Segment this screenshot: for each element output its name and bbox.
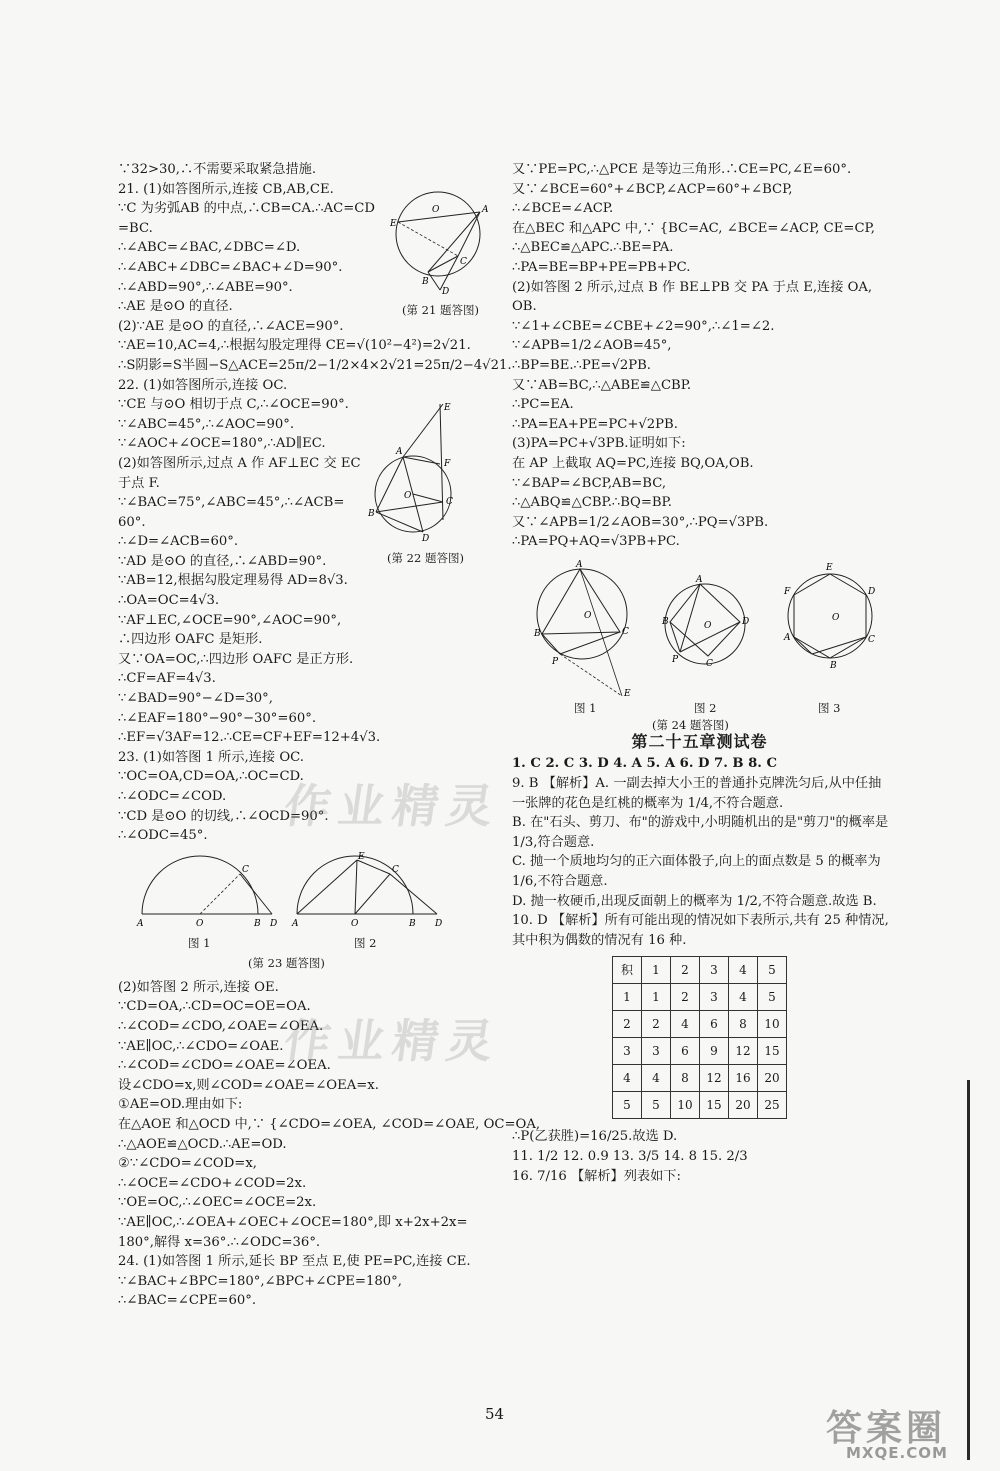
left-block-3-line: ∵AD 是⊙O 的直径,∴∠ABD=90°. (118, 553, 327, 569)
table-cell: 3 (700, 984, 729, 1011)
left-block-4-line: ②∵∠CDO=∠COD=x, (118, 1156, 257, 1172)
left-block-3-line: ∵∠BAD=90°−∠D=30°, (118, 691, 273, 707)
svg-text:A: A (576, 559, 583, 570)
svg-text:D: D (435, 918, 443, 929)
table-row (613, 984, 787, 1011)
left-block-3-line: ∴∠EAF=180°−90°−30°=60°. (118, 710, 317, 726)
left-block-2-line: ∵AE=10,AC=4,∴根据勾股定理得 CE=√(10²−4²)=2√21. (118, 338, 471, 354)
figure-21-caption: (第 21 题答图) (402, 302, 479, 317)
figure-23-diagram (132, 852, 462, 932)
svg-text:D: D (742, 616, 750, 627)
left-block-2-line: 60°. (118, 514, 146, 530)
right-block-1-line: ∴PA=PQ+AQ=√3PB+PC. (512, 534, 680, 550)
right-block-1-line: ∴PA=EA+PE=PC+√2PB. (512, 416, 678, 432)
figure-24-label-2: 图 2 (694, 700, 717, 715)
right-block-1-line: 又∵PE=PC,∴△PCE 是等边三角形.∴CE=PC,∠E=60°. (512, 162, 852, 177)
svg-text:C: C (868, 634, 875, 645)
left-block-3-line: ∵OC=OA,CD=OA,∴OC=CD. (118, 769, 304, 785)
left-block-3-line: ∵AB=12,根据勾股定理易得 AD=8√3. (118, 573, 348, 589)
table-cell: 5 (758, 984, 787, 1011)
table-cell: 6 (671, 1038, 700, 1065)
right-block-2-line: 其中积为偶数的情况有 16 种. (512, 932, 687, 948)
table-cell: 6 (700, 1011, 729, 1038)
left-block-1-line: ∴∠ABC=∠BAC,∠DBC=∠D. (118, 240, 301, 256)
right-block-3 (512, 1127, 887, 1186)
left-block-4-line: ∵OE=OC,∴∠OEC=∠OCE=2x. (118, 1195, 317, 1211)
figure-22-diagram (368, 402, 483, 542)
svg-text:D: D (442, 287, 450, 294)
left-block-3-line: ∵CD 是⊙O 的切线,∴∠OCD=90°. (118, 808, 329, 824)
svg-text:B: B (422, 277, 429, 287)
left-block-4-line: ∵∠BAC+∠BPC=180°,∠BPC+∠CPE=180°, (118, 1273, 402, 1289)
left-block-4-line: ∵CD=OA,∴CD=OC=OE=OA. (118, 999, 311, 1015)
table-cell: 12 (729, 1038, 758, 1065)
watermark-2: 作业精灵 (280, 1014, 505, 1068)
svg-text:F: F (784, 586, 791, 597)
left-block-4-line: ∴∠COD=∠CDO=∠OAE=∠OEA. (118, 1058, 331, 1074)
right-block-2-line: D. 抛一枚硬币,出现反面朝上的概率为 1/2,不符合题意.故选 B. (512, 893, 877, 909)
table-cell: 5 (642, 1092, 671, 1119)
table-header-row (613, 957, 787, 984)
right-block-1-line: ∴PC=EA. (512, 397, 574, 413)
right-block-3-line: 11. 1/2 12. 0.9 13. 3/5 14. 8 15. 2/3 (512, 1149, 748, 1164)
svg-text:A: A (292, 918, 299, 929)
table-row (613, 1065, 787, 1092)
left-block-2-line: ∵∠AOC+∠OCE=180°,∴AD∥EC. (118, 436, 326, 452)
left-block-4-line: 在△AOE 和△OCD 中,∵ {∠CDO=∠OEA, ∠COD=∠OAE, OC=OA, (118, 1116, 541, 1132)
figure-21 (388, 184, 493, 317)
svg-text:B: B (662, 616, 669, 627)
right-block-1-line: ∵∠1+∠CBE=∠CBE+∠2=90°,∴∠1=∠2. (512, 318, 775, 334)
svg-text:C: C (392, 864, 399, 875)
svg-text:B: B (830, 660, 837, 671)
right-block-1-line: ∴∠BCE=∠ACP. (512, 201, 614, 217)
svg-text:A: A (482, 205, 489, 215)
left-block-4-line: ∵AE∥OC,∴∠OEA+∠OEC+∠OCE=180°,即 x+2x+2x= (118, 1214, 468, 1230)
left-block-3-line: ∴四边形 OAFC 是矩形. (118, 632, 263, 648)
left-block-3-line: ∴∠ODC=45°. (118, 828, 208, 844)
right-block-1-line: 在△BEC 和△APC 中,∵ {BC=AC, ∠BCE=∠ACP, CE=CP, (512, 220, 875, 236)
svg-text:B: B (534, 628, 541, 639)
table-cell: 3 (700, 957, 729, 984)
right-block-1-line: (2)如答图 2 所示,过点 B 作 BE⊥PB 交 PA 于点 E,连接 OA, (512, 279, 873, 295)
figure-23-caption: (第 23 题答图) (248, 955, 325, 970)
left-block-3-line: ∴∠ODC=∠COD. (118, 789, 227, 804)
left-block-3-line: ∴OA=OC=4√3. (118, 593, 220, 609)
table-cell: 1 (642, 957, 671, 984)
figure-24-label-1: 图 1 (574, 700, 597, 715)
table-row (613, 1092, 787, 1119)
table-cell: 1 (642, 984, 671, 1011)
figure-23-label-2: 图 2 (354, 935, 377, 950)
left-block-4-line: ∴∠COD=∠CDO,∠OAE=∠OEA. (118, 1018, 324, 1034)
svg-text:E: E (390, 219, 397, 229)
right-block-1-line: (3)PA=PC+√3PB.证明如下: (512, 436, 686, 452)
figure-22 (368, 402, 483, 565)
svg-text:O: O (351, 918, 359, 929)
table-cell: 12 (700, 1065, 729, 1092)
right-block-3-line: 16. 7/16 【解析】列表如下: (512, 1168, 681, 1184)
table-cell: 2 (671, 957, 700, 984)
left-block-4-line: (2)如答图 2 所示,连接 OE. (118, 979, 279, 995)
corner-logo (818, 1400, 988, 1465)
left-block-1-line: ∴∠ABC+∠DBC=∠BAC+∠D=90°. (118, 259, 343, 275)
svg-text:B: B (409, 918, 416, 929)
table-cell: 3 (642, 1038, 671, 1065)
table-cell: 5 (613, 1092, 642, 1119)
table-cell: 积 (613, 957, 642, 984)
figure-23-label-1: 图 1 (188, 935, 211, 950)
figure-24-caption: (第 24 题答图) (652, 717, 729, 732)
corner-logo-url: MXQE.COM (846, 1444, 948, 1462)
svg-text:A: A (137, 918, 144, 929)
svg-text:F: F (444, 459, 451, 469)
left-block-2-line: ∵∠ABC=45°,∴∠AOC=90°. (118, 416, 295, 432)
right-block-2-line: 10. D 【解析】所有可能出现的情况如下表所示,共有 25 种情况, (512, 913, 889, 929)
table-cell: 4 (729, 984, 758, 1011)
table-cell: 4 (642, 1065, 671, 1092)
figure-24-label-3: 图 3 (818, 700, 841, 715)
right-block-3-line: ∴P(乙获胜)=16/25.故选 D. (512, 1129, 678, 1145)
table-cell: 2 (642, 1011, 671, 1038)
right-block-1-line: 又∵AB=BC,∴△ABE≌△CBP. (512, 377, 692, 393)
left-block-2-line: 于点 F. (118, 475, 160, 491)
right-block-2-line: 1/6,不符合题意. (512, 874, 608, 890)
table-row (613, 1011, 787, 1038)
left-column (118, 160, 541, 1311)
right-block-1 (512, 160, 887, 552)
svg-text:D: D (270, 918, 278, 929)
left-block-1-line: ∴AE 是⊙O 的直径. (118, 299, 233, 315)
left-block-4-line: ①AE=OD.理由如下: (118, 1097, 243, 1113)
right-block-2 (512, 774, 887, 950)
left-block-2-line: (2)如答图所示,过点 A 作 AF⊥EC 交 EC (118, 455, 361, 471)
right-block-1-line: OB. (512, 299, 537, 315)
svg-text:B: B (254, 918, 261, 929)
answers-line: 1. C 2. C 3. D 4. A 5. A 6. D 7. B 8. C (512, 756, 777, 772)
table-cell: 4 (729, 957, 758, 984)
svg-text:C: C (622, 626, 629, 637)
product-table (612, 956, 787, 1119)
right-block-2-line: 一张牌的花色是红桃的概率为 1/4,不符合题意. (512, 795, 784, 811)
svg-text:O: O (704, 620, 712, 631)
right-block-1-line: ∴△BEC≌△APC.∴BE=PA. (512, 240, 674, 256)
left-block-3-line: 23. (1)如答图 1 所示,连接 OC. (118, 749, 304, 765)
corner-logo-text: 答案圈 (826, 1408, 947, 1449)
left-block-4-line: ∴△AOE≌△OCD.∴AE=OD. (118, 1136, 287, 1152)
left-block-3-line: 又∵OA=OC,∴四边形 OAFC 是正方形. (118, 651, 354, 667)
table-cell: 10 (758, 1011, 787, 1038)
left-block-4-line: 24. (1)如答图 1 所示,延长 BP 至点 E,使 PE=PC,连接 CE. (118, 1254, 471, 1270)
left-block-2-line: ∴S阴影=S半圆−S△ACE=25π/2−1/2×4×2√21=25π/2−4√21. (118, 357, 512, 373)
right-block-1-line: ∴△ABQ≌△CBP.∴BQ=BP. (512, 495, 672, 511)
right-block-2-line: C. 抛一个质地均匀的正六面体骰子,向上的面点数是 5 的概率为 (512, 854, 881, 870)
figure-23 (118, 852, 483, 972)
svg-text:C: C (446, 497, 453, 507)
table-cell: 25 (758, 1092, 787, 1119)
right-block-2-line: 9. B 【解析】A. 一副去掉大小王的普通扑克牌洗匀后,从中任抽 (512, 776, 882, 792)
right-block-1-line: 在 AP 上截取 AQ=PC,连接 BQ,OA,OB. (512, 455, 754, 471)
table-cell: 4 (671, 1011, 700, 1038)
left-block-3-line: ∴∠D=∠ACB=60°. (118, 534, 239, 550)
svg-text:O: O (196, 918, 204, 929)
left-block-2-line: (2)∵AE 是⊙O 的直径,∴∠ACE=90°. (118, 318, 344, 334)
right-block-2-line: 1/3,符合题意. (512, 834, 595, 850)
svg-text:E: E (826, 562, 833, 573)
svg-text:D: D (868, 586, 876, 597)
figure-24-diagram (512, 556, 882, 696)
table-cell: 9 (700, 1038, 729, 1065)
svg-text:A: A (784, 632, 791, 643)
svg-text:P: P (552, 656, 559, 667)
left-block-4-line: 180°,解得 x=36°.∴∠ODC=36°. (118, 1234, 321, 1250)
right-block-1-line: ∴BP=BE.∴PE=√2PB. (512, 357, 652, 373)
svg-text:O: O (404, 491, 412, 501)
left-block-2-line: ∵CE 与⊙O 相切于点 C,∴∠OCE=90°. (118, 397, 349, 413)
table-cell: 16 (729, 1065, 758, 1092)
table-cell: 4 (613, 1065, 642, 1092)
left-block-1-line: ∵C 为劣弧AB 的中点,∴CB=CA.∴AC=CD (118, 201, 375, 217)
left-block-1-line: ∴∠ABD=90°,∴∠ABE=90°. (118, 279, 293, 295)
right-column (512, 160, 887, 1186)
svg-text:O: O (584, 610, 592, 621)
svg-text:E: E (444, 403, 451, 413)
left-block-3-line: ∴CF=AF=4√3. (118, 671, 216, 687)
left-block-2-line: 22. (1)如答图所示,连接 OC. (118, 377, 288, 393)
right-block-1-line: 又∵∠BCE=60°+∠BCP,∠ACP=60°+∠BCP, (512, 181, 793, 197)
table-cell: 3 (613, 1038, 642, 1065)
table-cell: 8 (671, 1065, 700, 1092)
table-cell: 15 (700, 1092, 729, 1119)
table-cell: 20 (758, 1065, 787, 1092)
page-number: 54 (485, 1405, 505, 1423)
svg-text:E: E (624, 688, 631, 696)
svg-text:D: D (422, 534, 430, 542)
svg-text:C: C (242, 864, 249, 875)
table-row (613, 1038, 787, 1065)
svg-text:A: A (696, 574, 703, 585)
left-block-2-line: ∵∠BAC=75°,∠ABC=45°,∴∠ACB= (118, 495, 345, 511)
table-cell: 1 (613, 984, 642, 1011)
table-cell: 20 (729, 1092, 758, 1119)
svg-text:A: A (396, 447, 403, 457)
table-cell: 2 (613, 1011, 642, 1038)
figure-24 (512, 556, 887, 732)
right-block-1-line: ∵∠APB=1/2∠AOB=45°, (512, 338, 672, 354)
svg-text:E: E (358, 851, 365, 862)
right-block-1-line: ∵∠BAP=∠BCP,AB=BC, (512, 475, 667, 491)
left-block-3-line: ∵AF⊥EC,∠OCE=90°,∠AOC=90°, (118, 612, 342, 628)
svg-text:P: P (672, 654, 679, 665)
left-block-1-line: =BC. (118, 220, 153, 236)
chapter-title: 第二十五章测试卷 (631, 731, 768, 751)
table-cell: 5 (758, 957, 787, 984)
right-block-1-line: ∴PA=BE=BP+PE=PB+PC. (512, 259, 691, 275)
svg-text:O: O (832, 612, 840, 623)
table-cell: 15 (758, 1038, 787, 1065)
left-block-4-line: ∴∠BAC=∠CPE=60°. (118, 1293, 257, 1309)
left-block-1-line: ∵32>30,∴不需要采取紧急措施. (118, 162, 317, 177)
table-cell: 8 (729, 1011, 758, 1038)
left-block-4-line: ∵AE∥OC,∴∠CDO=∠OAE. (118, 1038, 284, 1054)
right-block-1-line: 又∵∠APB=1/2∠AOB=30°,∴PQ=√3PB. (512, 514, 769, 530)
figure-21-diagram (388, 184, 493, 294)
left-block-4-line: 设∠CDO=x,则∠COD=∠OAE=∠OEA=x. (118, 1077, 379, 1093)
svg-text:B: B (368, 509, 375, 519)
table-cell: 2 (671, 984, 700, 1011)
watermark-1: 作业精灵 (280, 779, 505, 833)
figure-22-caption: (第 22 题答图) (387, 550, 464, 565)
svg-text:C: C (460, 257, 467, 267)
right-block-2-line: B. 在"石头、剪刀、布"的游戏中,小明随机出的是"剪刀"的概率是 (512, 815, 889, 831)
svg-text:C: C (706, 658, 713, 669)
left-block-1-line: 21. (1)如答图所示,连接 CB,AB,CE. (118, 181, 334, 197)
table-cell: 10 (671, 1092, 700, 1119)
left-block-3-line: ∴EF=√3AF=12.∴CE=CF+EF=12+4√3. (118, 730, 381, 746)
svg-text:O: O (432, 205, 440, 215)
left-block-4-line: ∴∠OCE=∠CDO+∠COD=2x. (118, 1175, 307, 1191)
